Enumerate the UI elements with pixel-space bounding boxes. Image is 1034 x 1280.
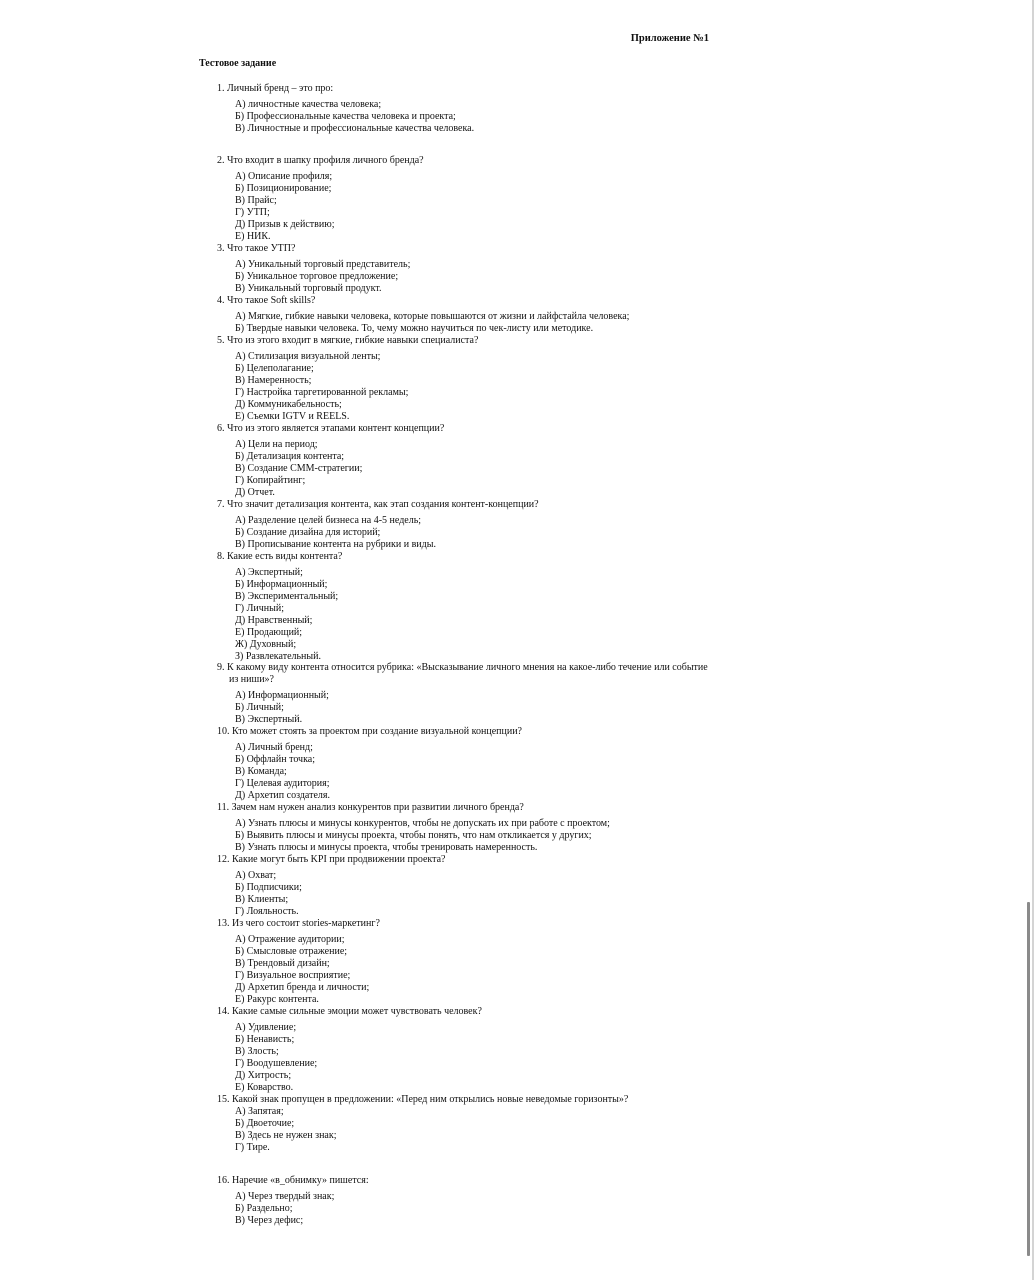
- answer-option: Ж) Духовный;: [235, 639, 297, 650]
- answer-options: [217, 439, 717, 499]
- question-16: [217, 1175, 717, 1227]
- answer-option: Б) Подписчики;: [235, 882, 302, 893]
- answer-option: В) Злость;: [235, 1046, 279, 1057]
- question-text: 12. Какие могут быть KPI при продвижении проекта?: [217, 854, 446, 865]
- answer-option: А) личностные качества человека;: [235, 99, 382, 110]
- answer-option: Б) Детализация контента;: [235, 451, 345, 462]
- answer-option: Б) Двоеточие;: [235, 1118, 295, 1129]
- question-text: 3. Что такое УТП?: [217, 243, 296, 254]
- answer-option: Г) Тире.: [235, 1142, 270, 1153]
- document-subtitle: Тестовое задание: [199, 58, 277, 69]
- answer-option: В) Узнать плюсы и минусы проекта, чтобы тренировать намеренность.: [235, 842, 538, 853]
- question-text: 7. Что значит детализация контента, как этап создания контент-концепции?: [217, 499, 539, 510]
- answer-options: [217, 1191, 717, 1227]
- question-4: [217, 295, 717, 335]
- answer-options: [217, 1106, 717, 1154]
- answer-options: [217, 171, 717, 243]
- answer-option: В) Экспериментальный;: [235, 591, 339, 602]
- document-title: Приложение №1: [630, 33, 709, 44]
- answer-option: В) Уникальный торговый продукт.: [235, 283, 382, 294]
- question-text: 8. Какие есть виды контента?: [217, 551, 343, 562]
- answer-option: А) Разделение целей бизнеса на 4-5 недель;: [235, 515, 422, 526]
- answer-option: А) Охват;: [235, 870, 277, 881]
- answer-option: Г) Лояльность.: [235, 906, 299, 917]
- answer-option: Б) Твердые навыки человека. То, чему можно научиться по чек-листу или методике.: [235, 323, 594, 334]
- answer-option: Д) Хитрость;: [235, 1070, 292, 1081]
- question-text: 4. Что такое Soft skills?: [217, 295, 316, 306]
- answer-option: Г) Настройка таргетированной рекламы;: [235, 387, 409, 398]
- question-text: 6. Что из этого является этапами контент концепции?: [217, 423, 445, 434]
- question-8: [217, 551, 717, 663]
- answer-option: А) Экспертный;: [235, 567, 303, 578]
- answer-option: Б) Оффлайн точка;: [235, 754, 316, 765]
- question-text: 2. Что входит в шапку профиля личного бренда?: [217, 155, 424, 166]
- answer-option: Б) Создание дизайна для историй;: [235, 527, 381, 538]
- answer-option: Д) Отчет.: [235, 487, 275, 498]
- answer-option: В) Экспертный.: [235, 714, 303, 725]
- question-text-continuation: из ниши»?: [229, 674, 274, 685]
- question-text: 1. Личный бренд – это про:: [217, 83, 334, 94]
- question-text: 11. Зачем нам нужен анализ конкурентов при развитии личного бренда?: [217, 802, 524, 813]
- answer-option: Г) Воодушевление;: [235, 1058, 318, 1069]
- question-12: [217, 854, 717, 918]
- question-10: [217, 726, 717, 802]
- answer-options: [217, 934, 717, 1006]
- answer-option: А) Узнать плюсы и минусы конкурентов, чтобы не допускать их при работе с проектом;: [235, 818, 610, 829]
- answer-option: В) Создание СММ-стратегии;: [235, 463, 363, 474]
- answer-options: [217, 515, 717, 551]
- answer-option: А) Отражение аудитории;: [235, 934, 345, 945]
- answer-option: В) Клиенты;: [235, 894, 289, 905]
- question-9: [217, 662, 717, 726]
- answer-option: А) Описание профиля;: [235, 171, 333, 182]
- answer-option: Г) Целевая аудитория;: [235, 778, 330, 789]
- answer-option: Б) Ненависть;: [235, 1034, 295, 1045]
- question-3: [217, 243, 717, 295]
- answer-options: [217, 311, 717, 335]
- answer-option: Б) Информационный;: [235, 579, 328, 590]
- answer-option: Б) Уникальное торговое предложение;: [235, 271, 399, 282]
- answer-option: Д) Архетип создателя.: [235, 790, 331, 801]
- answer-options: [217, 567, 717, 663]
- answer-option: Д) Призыв к действию;: [235, 219, 335, 230]
- answer-options: [217, 1022, 717, 1094]
- answer-option: А) Через твердый знак;: [235, 1191, 335, 1202]
- answer-option: А) Стилизация визуальной ленты;: [235, 351, 381, 362]
- answer-option: Е) Продающий;: [235, 627, 303, 638]
- answer-option: Е) НИК.: [235, 231, 271, 242]
- question-text: 15. Какой знак пропущен в предложении: «Перед ним открылись новые неведомые горизонты»?: [217, 1094, 629, 1105]
- answer-option: Б) Смысловые отражение;: [235, 946, 348, 957]
- question-text: 9. К какому виду контента относится рубрика: «Высказывание личного мнения на какое-либо течение или событие: [217, 662, 708, 673]
- answer-option: Е) Коварство.: [235, 1082, 294, 1093]
- answer-option: А) Запятая;: [235, 1106, 284, 1117]
- question-text: 10. Кто может стоять за проектом при создание визуальной концепции?: [217, 726, 522, 737]
- answer-option: В) Намеренность;: [235, 375, 312, 386]
- answer-options: [217, 818, 717, 854]
- question-text: 14. Какие самые сильные эмоции может чувствовать человек?: [217, 1006, 482, 1017]
- answer-option: Б) Профессиональные качества человека и проекта;: [235, 111, 456, 122]
- question-14: [217, 1006, 717, 1094]
- answer-option: А) Уникальный торговый представитель;: [235, 259, 411, 270]
- answer-options: [217, 99, 717, 135]
- question-7: [217, 499, 717, 551]
- question-5: [217, 335, 717, 423]
- answer-option: Б) Позиционирование;: [235, 183, 332, 194]
- answer-option: Г) Личный;: [235, 603, 284, 614]
- question-2: [217, 155, 717, 243]
- answer-option: Д) Архетип бренда и личности;: [235, 982, 370, 993]
- answer-option: В) Через дефис;: [235, 1215, 304, 1226]
- answer-option: Б) Выявить плюсы и минусы проекта, чтобы понять, что нам откликается у других;: [235, 830, 592, 841]
- answer-option: А) Цели на период;: [235, 439, 318, 450]
- answer-option: В) Личностные и профессиональные качества человека.: [235, 123, 475, 134]
- answer-option: Б) Целеполагание;: [235, 363, 314, 374]
- answer-option: Д) Нравственный;: [235, 615, 313, 626]
- answer-option: Д) Коммуникабельность;: [235, 399, 342, 410]
- answer-option: Г) УТП;: [235, 207, 270, 218]
- answer-option: Г) Визуальное восприятие;: [235, 970, 351, 981]
- answer-option: В) Прописывание контента на рубрики и виды.: [235, 539, 436, 550]
- answer-option: В) Трендовый дизайн;: [235, 958, 330, 969]
- answer-option: Е) Ракурс контента.: [235, 994, 319, 1005]
- answer-options: [217, 870, 717, 918]
- question-13: [217, 918, 717, 1006]
- answer-option: В) Здесь не нужен знак;: [235, 1130, 337, 1141]
- answer-option: А) Удивление;: [235, 1022, 297, 1033]
- answer-option: З) Развлекательный.: [235, 651, 321, 662]
- answer-options: [217, 259, 717, 295]
- question-15: [217, 1094, 717, 1154]
- answer-option: Б) Личный;: [235, 702, 284, 713]
- question-11: [217, 802, 717, 854]
- question-text: 5. Что из этого входит в мягкие, гибкие навыки специалиста?: [217, 335, 479, 346]
- answer-option: Б) Раздельно;: [235, 1203, 293, 1214]
- answer-option: Е) Съемки IGTV и REELS.: [235, 411, 350, 422]
- answer-option: В) Команда;: [235, 766, 287, 777]
- question-text: 16. Наречие «в_обнимку» пишется:: [217, 1175, 369, 1186]
- answer-options: [217, 690, 717, 726]
- answer-options: [217, 351, 717, 423]
- answer-option: А) Личный бренд;: [235, 742, 313, 753]
- answer-option: А) Мягкие, гибкие навыки человека, которые повышаются от жизни и лайфстайла человека;: [235, 311, 630, 322]
- answer-option: В) Прайс;: [235, 195, 277, 206]
- answer-option: А) Информационный;: [235, 690, 329, 701]
- answer-option: Г) Копирайтинг;: [235, 475, 306, 486]
- answer-options: [217, 742, 717, 802]
- question-text: 13. Из чего состоит stories-маркетинг?: [217, 918, 380, 929]
- question-1: [217, 83, 717, 135]
- question-6: [217, 423, 717, 499]
- scrollbar-thumb[interactable]: [1027, 902, 1030, 1256]
